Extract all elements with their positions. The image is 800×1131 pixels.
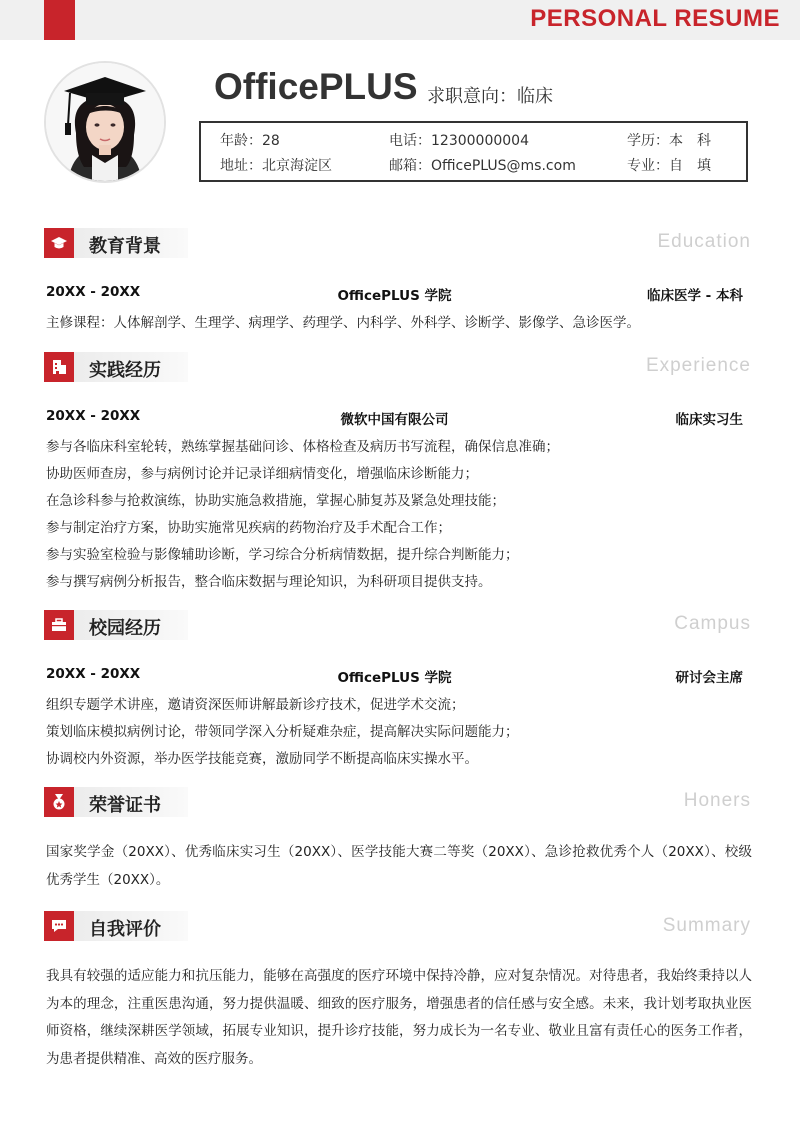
section-education-title: 教育背景: [89, 236, 161, 257]
section-experience-en: Experience: [645, 355, 751, 376]
education-courses: 主修课程：人体解剖学、生理学、病理学、药理学、内科学、外科学、诊断学、影像学、急诊医学。: [46, 315, 640, 331]
list-item: 参与撰写病例分析报告，整合临床数据与理论知识，为科研项目提供支持。: [46, 574, 492, 590]
list-item: 协调校内外资源，举办医学技能竞赛，激励同学不断提高临床实操水平。: [46, 751, 478, 767]
info-major: 专业：自 填: [627, 158, 711, 174]
list-item: 参与制定治疗方案，协助实施常见疾病的药物治疗及手术配合工作；: [46, 520, 451, 536]
honors-text: 国家奖学金（20XX）、优秀临床实习生（20XX）、医学技能大赛二等奖（20XX）、急诊抢救优秀个人（20XX）、校级优秀学生（20XX）。: [46, 844, 752, 888]
experience-company: 微软中国有限公司: [340, 412, 449, 428]
graduation-cap-icon: [44, 228, 74, 258]
experience-period: 20XX - 20XX: [46, 408, 141, 424]
campus-role: 研讨会主席: [675, 670, 743, 686]
section-experience-title: 实践经历: [89, 360, 161, 381]
info-address: 地址：北京海淀区: [220, 158, 332, 174]
medal-icon: [44, 787, 74, 817]
section-summary-header: [44, 911, 188, 941]
education-period: 20XX - 20XX: [46, 284, 141, 300]
section-campus-title: 校园经历: [89, 618, 161, 639]
avatar-photo: [46, 63, 164, 181]
campus-period: 20XX - 20XX: [46, 666, 141, 682]
info-phone: 电话：12300000004: [389, 133, 529, 149]
section-honors-header: [44, 787, 188, 817]
education-row: [46, 284, 743, 304]
experience-role: 临床实习生: [675, 412, 743, 428]
list-item: 参与各临床科室轮转，熟练掌握基础问诊、体格检查及病历书写流程，确保信息准确；: [46, 439, 559, 455]
section-honors-title: 荣誉证书: [89, 795, 161, 816]
building-icon: [44, 352, 74, 382]
section-honors-en: Honers: [683, 790, 751, 811]
experience-row: [46, 408, 743, 428]
list-item: 协助医师查房，参与病例讨论并记录详细病情变化，增强临床诊断能力；: [46, 466, 478, 482]
header-accent: [44, 0, 75, 40]
list-item: 在急诊科参与抢救演练，协助实施急救措施，掌握心肺复苏及紧急处理技能；: [46, 493, 505, 509]
section-summary-title: 自我评价: [89, 919, 161, 940]
info-degree: 学历：本 科: [627, 133, 711, 149]
education-school: OfficePLUS 学院: [337, 288, 452, 304]
info-email: 邮箱：OfficePLUS@ms.com: [389, 158, 576, 174]
chat-bubble-icon: [44, 911, 74, 941]
campus-school: OfficePLUS 学院: [337, 670, 452, 686]
job-intent: 求职意向：临床: [427, 86, 553, 107]
section-summary-en: Summary: [662, 915, 751, 936]
campus-row: [46, 666, 743, 686]
section-education-en: Education: [657, 231, 751, 252]
section-campus-header: [44, 610, 188, 640]
info-age: 年龄：28: [220, 133, 280, 149]
briefcase-icon: [44, 610, 74, 640]
list-item: 参与实验室检验与影像辅助诊断，学习综合分析病情数据，提升综合判断能力；: [46, 547, 519, 563]
list-item: 组织专题学术讲座，邀请资深医师讲解最新诊疗技术，促进学术交流；: [46, 697, 465, 713]
summary-text: 我具有较强的适应能力和抗压能力，能够在高强度的医疗环境中保持冷静，应对复杂情况。对待患者，我始终秉持以人为本的理念，注重医患沟通，努力提供温暖、细致的医疗服务，增强患者的信任感与安全感。未来，我计划考取执业医师资格，继续深耕医学领域，拓展专业知识，提升诊疗技能，努力成长为一名专业、敬业且富有责任心的医务工作者，为患者提供精准、高效的医疗服务。: [46, 968, 752, 1067]
section-experience-header: [44, 352, 188, 382]
section-campus-en: Campus: [674, 613, 751, 634]
resume-title: PERSONAL RESUME: [530, 5, 780, 32]
list-item: 策划临床模拟病例讨论，带领同学深入分析疑难杂症，提高解决实际问题能力；: [46, 724, 519, 740]
avatar: [44, 61, 166, 183]
candidate-name: OfficePLUS: [214, 66, 418, 107]
education-major: 临床医学 - 本科: [646, 288, 743, 304]
section-education-header: [44, 228, 188, 258]
